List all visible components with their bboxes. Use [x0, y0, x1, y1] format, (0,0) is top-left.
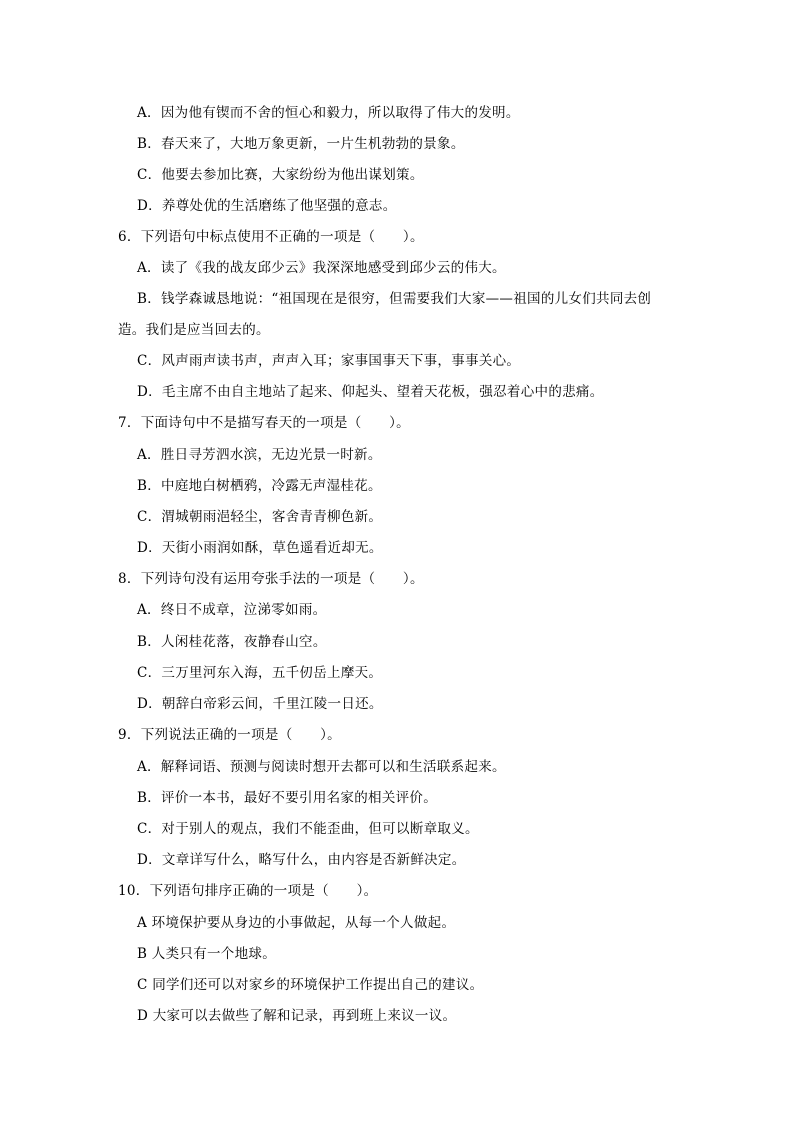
option-b-q8: B．人闲桂花落，夜静春山空。 [137, 634, 327, 650]
option-a-q9: A．解释词语、预测与阅读时想开去都可以和生活联系起来。 [137, 759, 506, 775]
question-8: 8．下列诗句没有运用夸张手法的一项是（ ）。 [118, 571, 424, 587]
question-10: 10．下列语句排序正确的一项是（ ）。 [118, 883, 378, 899]
option-b-q7: B．中庭地白树栖鸦，冷露无声湿桂花。 [137, 478, 382, 494]
option-b-q9: B．评价一本书，最好不要引用名家的相关评价。 [137, 790, 438, 806]
sentence-a-q10: A 环境保护要从身边的小事做起，从每一个人做起。 [137, 915, 456, 931]
option-c-q6: C．风声雨声读书声，声声入耳；家事国事天下事，事事关心。 [137, 353, 521, 369]
option-d-q5: D．养尊处优的生活磨练了他坚强的意志。 [137, 198, 397, 214]
option-d-q9: D．文章详写什么，略写什么，由内容是否新鲜决定。 [137, 852, 466, 868]
option-a-q7: A．胜日寻芳泗水滨，无边光景一时新。 [137, 447, 382, 463]
option-b-q5: B．春天来了，大地万象更新，一片生机勃勃的景象。 [137, 136, 465, 152]
question-7: 7．下面诗句中不是描写春天的一项是（ ）。 [118, 415, 410, 431]
option-b-q6-continued: 造。我们是应当回去的。 [118, 322, 270, 338]
option-d-q8: D．朝辞白帝彩云间，千里江陵一日还。 [137, 696, 383, 712]
option-d-q6: D．毛主席不由自主地站了起来、仰起头、望着天花板，强忍着心中的悲痛。 [137, 384, 604, 400]
option-c-q5: C．他要去参加比赛，大家纷纷为他出谋划策。 [137, 167, 424, 183]
option-d-q7: D．天街小雨润如酥，草色遥看近却无。 [137, 540, 383, 556]
sentence-b-q10: B 人类只有一个地球。 [137, 946, 277, 962]
option-a-q8: A．终日不成章，泣涕零如雨。 [137, 602, 327, 618]
question-6: 6．下列语句中标点使用不正确的一项是（ ）。 [118, 229, 424, 245]
option-c-q8: C．三万里河东入海，五千仞岳上摩天。 [137, 665, 383, 681]
option-c-q7: C．渭城朝雨浥轻尘，客舍青青柳色新。 [137, 509, 383, 525]
option-a-q5: A．因为他有锲而不舍的恒心和毅力，所以取得了伟大的发明。 [137, 105, 520, 121]
sentence-d-q10: D 大家可以去做些了解和记录，再到班上来议一议。 [137, 1008, 457, 1024]
option-c-q9: C．对于别人的观点，我们不能歪曲，但可以断章取义。 [137, 821, 479, 837]
option-b-q6: B．钱学森诚恳地说：“祖国现在是很穷，但需要我们大家——祖国的儿女们共同去创 [137, 291, 652, 307]
question-9: 9．下列说法正确的一项是（ ）。 [118, 727, 341, 743]
option-a-q6: A．读了《我的战友邱少云》我深深地感受到邱少云的伟大。 [137, 260, 506, 276]
sentence-c-q10: C 同学们还可以对家乡的环境保护工作提出自己的建议。 [137, 977, 484, 993]
